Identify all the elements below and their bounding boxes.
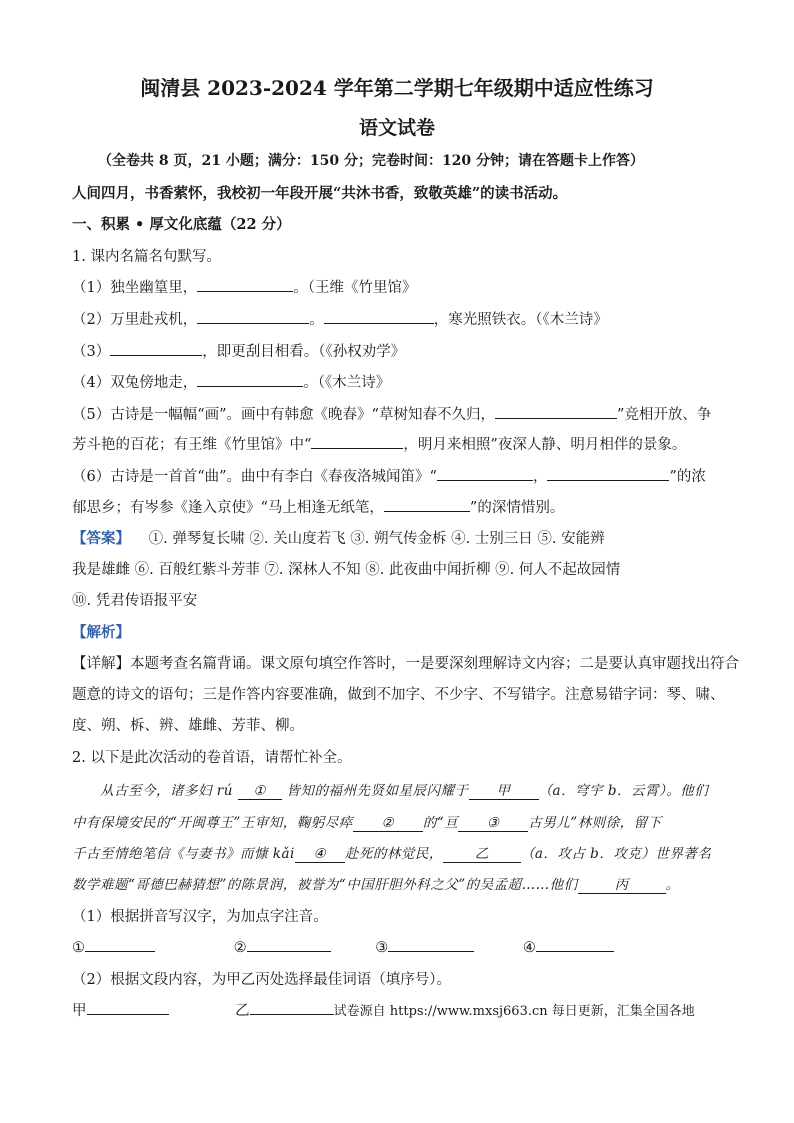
passage-text: 千古至情绝笔信《与妻书》而慷 kǎi: [72, 846, 295, 862]
passage-line-4: [72, 873, 680, 894]
q1-item-4: [72, 371, 390, 392]
q1-item-6-cont: [72, 496, 564, 517]
passage-marker-3: ③: [458, 815, 528, 832]
exam-instructions: （全卷共 8 页，21 小题；满分：150 分；完卷时间：120 分钟；请在答题卡上作答）: [98, 153, 645, 169]
analysis-row-1: 【详解】本题考查名篇背诵。课文原句填空作答时，一是要深刻理解诗文内容；二是要认真审题找出符合: [72, 656, 739, 672]
q1-item-1: [72, 276, 416, 297]
passage-marker-4: ④: [295, 846, 345, 863]
answer-blank[interactable]: [536, 937, 614, 952]
intro-text: 人间四月，书香萦怀，我校初一年段开展“共沐书香，致敬英雄”的读书活动。: [72, 185, 568, 202]
answer-blank[interactable]: [437, 466, 533, 481]
passage-text: 的“亘: [422, 815, 459, 831]
q1-item-3-text-b: ，即更刮目相看。（《孙权劝学》: [202, 344, 406, 360]
passage-marker-yi: 乙: [443, 842, 521, 863]
source-footer: 试卷源自 https://www.mxsj663.cn 每日更新，汇集全国各地: [333, 1004, 695, 1019]
answer-blank[interactable]: [197, 309, 309, 324]
analysis-row-3: 度、朔、柝、辨、雄雌、芳菲、柳。: [72, 718, 304, 734]
q1-item-5-text-a: （5）古诗是一幅幅“画”。画中有韩愈《晚春》“草树知春不久归，: [72, 407, 495, 423]
answer-row-3: ⑩. 凭君传语报平安: [72, 593, 198, 609]
answer-text-1: ①. 弹琴复长啸 ②. 关山度若飞 ③. 朔气传金柝 ④. 士别三日 ⑤. 安能辨: [148, 531, 605, 547]
q1-item-3: [72, 340, 405, 361]
q1-item-5-text-c: 芳斗艳的百花；有王维《竹里馆》中“: [72, 437, 312, 453]
q1-item-3-text-a: （3）: [72, 344, 111, 360]
answer-blank[interactable]: [110, 341, 202, 356]
answer-blank[interactable]: [87, 1000, 169, 1015]
blank-label: 乙: [235, 1003, 250, 1019]
passage-text: 古男儿”林则徐，留下: [528, 815, 662, 831]
question-2-stem: 2. 以下是此次活动的卷首语，请帮忙补全。: [72, 750, 352, 766]
answer-row-2: 我是雄雌 ⑥. 百般红紫斗芳菲 ⑦. 深林人不知 ⑧. 此夜曲中闻折柳 ⑨. 何人不起故园情: [72, 562, 621, 578]
q1-item-6-text-e: ”的深情惜别。: [469, 500, 565, 516]
blank-label: ②: [233, 940, 247, 956]
answer-blank[interactable]: [250, 1000, 334, 1015]
blank-label: ①: [72, 940, 85, 956]
passage-line-3: [72, 842, 711, 863]
passage-line-2: [72, 811, 662, 832]
q1-item-5-text-b: ”竞相开放、争: [616, 407, 712, 423]
exam-title: 闽清县 2023-2024 学年第二学期七年级期中适应性练习: [140, 76, 654, 100]
passage-text: （a．攻占 b．攻克）世界著名: [520, 846, 712, 862]
q2-sub-1-blanks: [72, 937, 614, 956]
answer-blank[interactable]: [495, 404, 617, 419]
blank-label: ④: [522, 940, 536, 956]
q1-item-2-text-a: （2）万里赴戎机，: [72, 312, 198, 328]
q1-item-5-text-d: ，明月来相照”夜深人静、明月相伴的景象。: [403, 437, 687, 453]
q1-item-2-text-b: 。: [309, 312, 324, 328]
passage-text: 从古至今，诸多妇 rú: [100, 783, 238, 799]
passage-text: （a．穹宇 b．云霄）。他们: [538, 783, 709, 799]
analysis-tag: 【解析】: [72, 624, 130, 641]
exam-subject: 语文试卷: [358, 117, 435, 139]
q1-item-4-text-a: （4）双兔傍地走，: [72, 375, 198, 391]
q1-item-1-text-b: 。（王维《竹里馆》: [293, 280, 417, 296]
answer-tag: 【答案】: [72, 530, 130, 547]
answer-blank[interactable]: [388, 937, 474, 952]
q2-sub-2: （2）根据文段内容，为甲乙丙处选择最佳词语（填序号）。: [72, 972, 451, 988]
q2-sub-2-blanks: [72, 999, 695, 1020]
q1-item-6: [72, 465, 706, 486]
answer-blank[interactable]: [324, 309, 434, 324]
passage-marker-jia: 甲: [469, 779, 539, 800]
passage-text: 赴死的林觉民，: [344, 846, 443, 862]
q1-item-2: [72, 308, 608, 329]
passage-text: 数学难题“哥德巴赫猜想”的陈景润，被誉为“中国肝胆外科之父”的吴孟超……他们: [72, 877, 578, 893]
answer-blank[interactable]: [197, 372, 303, 387]
q1-item-5-cont: [72, 433, 686, 454]
passage-marker-2: ②: [353, 815, 423, 832]
q1-item-6-text-c: ”的浓: [669, 469, 706, 485]
passage-text: 皆知的福州先贤如星辰闪耀于: [281, 783, 469, 799]
q1-item-5: [72, 403, 711, 424]
answer-blank[interactable]: [547, 466, 669, 481]
passage-text: 。: [665, 877, 680, 893]
answer-blank[interactable]: [384, 497, 470, 512]
q2-sub-1: （1）根据拼音写汉字，为加点字注音。: [72, 909, 328, 925]
passage-marker-bing: 丙: [578, 873, 666, 894]
question-1-stem: 1. 课内名篇名句默写。: [72, 249, 221, 265]
q1-item-4-text-b: 。（《木兰诗》: [303, 375, 391, 391]
q1-item-6-text-d: 郁思乡；有岑参《逢入京使》“马上相逢无纸笔，: [72, 500, 384, 516]
answer-blank[interactable]: [311, 434, 403, 449]
blank-label: 甲: [72, 1003, 87, 1019]
answer-row-1: [72, 527, 605, 548]
answer-blank[interactable]: [85, 937, 155, 952]
passage-marker-1: ①: [238, 783, 282, 800]
blank-label: ③: [375, 940, 389, 956]
q1-item-2-text-c: ，寒光照铁衣。（《木兰诗》: [433, 312, 608, 328]
passage-text: 中有保境安民的“开闽尊王”王审知，鞠躬尽瘁: [72, 815, 353, 831]
passage-line-1: [100, 779, 708, 800]
q1-item-1-text-a: （1）独坐幽篁里，: [72, 280, 198, 296]
analysis-row-2: 题意的诗文的语句；三是作答内容要准确，做到不加字、不少字、不写错字。注意易错字词：琴、啸、: [72, 687, 725, 703]
q1-item-6-text-b: ，: [532, 469, 548, 485]
q1-item-6-text-a: （6）古诗是一首首“曲”。曲中有李白《春夜洛城闻笛》“: [72, 469, 437, 485]
answer-blank[interactable]: [197, 277, 293, 292]
section-heading: 一、积累 • 厚文化底蕴（22 分）: [72, 216, 291, 233]
answer-blank[interactable]: [247, 937, 331, 952]
